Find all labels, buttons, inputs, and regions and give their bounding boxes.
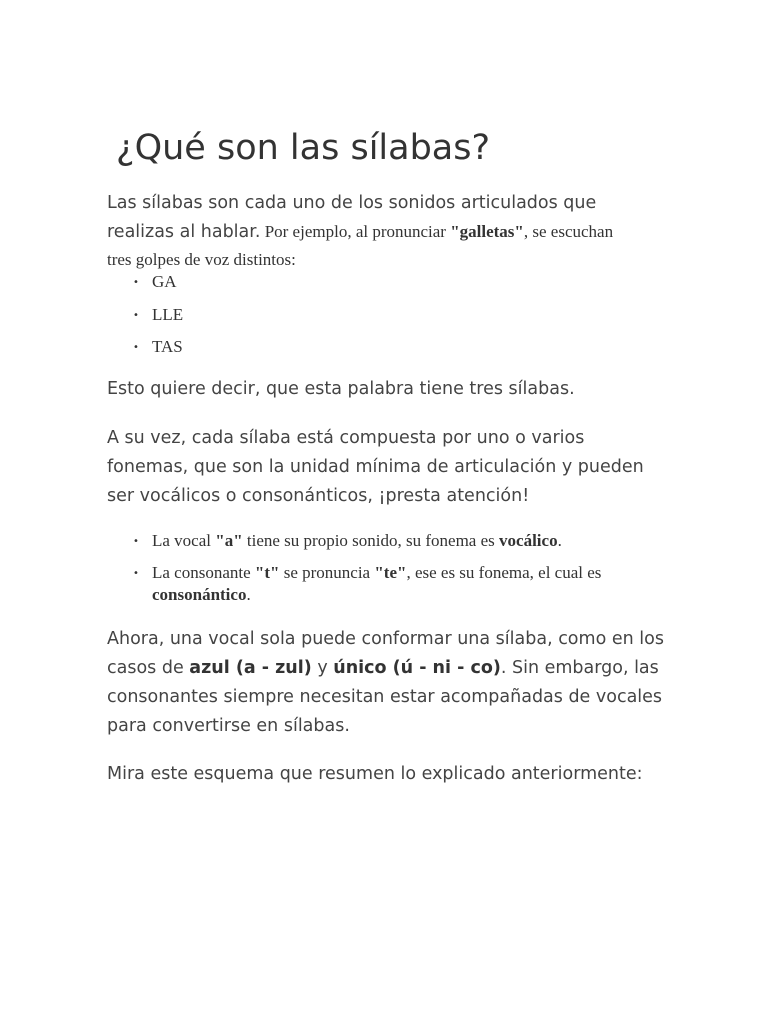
list-item xyxy=(107,530,667,552)
conclusion-paragraph: Esto quiere decir, que esta palabra tiene tres sílabas. xyxy=(107,379,575,399)
intro-example-word: "galletas" xyxy=(450,222,524,241)
closing-paragraph: Mira este esquema que resumen lo explicado anteriormente: xyxy=(107,764,643,784)
intro-paragraph xyxy=(107,189,667,247)
example-azul: azul (a - zul) xyxy=(189,658,312,678)
rule-type: vocálico xyxy=(499,531,558,550)
page-title: ¿Qué son las sílabas? xyxy=(116,128,491,168)
intro-definition: Las sílabas son cada uno de los sonidos articulados que realizas al hablar. xyxy=(107,193,597,242)
bullet-icon: • xyxy=(133,568,139,579)
phoneme-rules-list xyxy=(107,530,667,616)
example-unico: único (ú - ni - co) xyxy=(333,658,501,678)
rule-type: consonántico xyxy=(152,585,247,604)
phonemes-paragraph: A su vez, cada sílaba está compuesta por uno o varios fonemas, que son la unidad mínima de articulación y pueden ser vocálicos o consonánticos, ¡presta atención! xyxy=(107,428,644,506)
rule-example: "te" xyxy=(374,563,407,582)
list-item xyxy=(107,562,667,606)
intro-example-end: , se escuchan xyxy=(523,222,614,241)
rule-text: , ese es su fonema, el cual es xyxy=(406,563,602,582)
syllable-text: TAS xyxy=(152,337,183,356)
rule-text: tiene su propio sonido, su fonema es xyxy=(242,531,500,550)
rule-text: . xyxy=(557,531,562,550)
bullet-icon: • xyxy=(133,277,139,288)
intro-example-continuation: tres golpes de voz distintos: xyxy=(107,250,296,269)
list-item xyxy=(107,332,183,365)
vowels-text: y xyxy=(311,658,334,678)
intro-example-start: Por ejemplo, al pronunciar xyxy=(260,222,451,241)
syllable-text: LLE xyxy=(152,304,184,324)
vowels-text: . Sin embargo, las consonantes siempre necesitan estar acompañadas de vocales para convertirse en sílabas. xyxy=(107,658,663,736)
vowels-text: Ahora, una vocal sola puede conformar una sílaba, como en los casos de xyxy=(107,629,664,678)
bullet-icon: • xyxy=(133,342,139,353)
syllable-list xyxy=(107,267,183,365)
bullet-icon: • xyxy=(133,309,139,321)
rule-text: se pronuncia xyxy=(279,563,375,582)
list-item xyxy=(107,300,183,333)
rule-text: La vocal xyxy=(152,531,216,550)
vowels-paragraph xyxy=(107,625,667,741)
syllable-text: GA xyxy=(152,272,177,291)
rule-example: "a" xyxy=(215,531,243,550)
rule-example: "t" xyxy=(254,563,280,582)
list-item xyxy=(107,267,183,300)
rule-text: La consonante xyxy=(152,563,255,582)
rule-text: . xyxy=(246,585,251,604)
bullet-icon: • xyxy=(133,536,139,547)
